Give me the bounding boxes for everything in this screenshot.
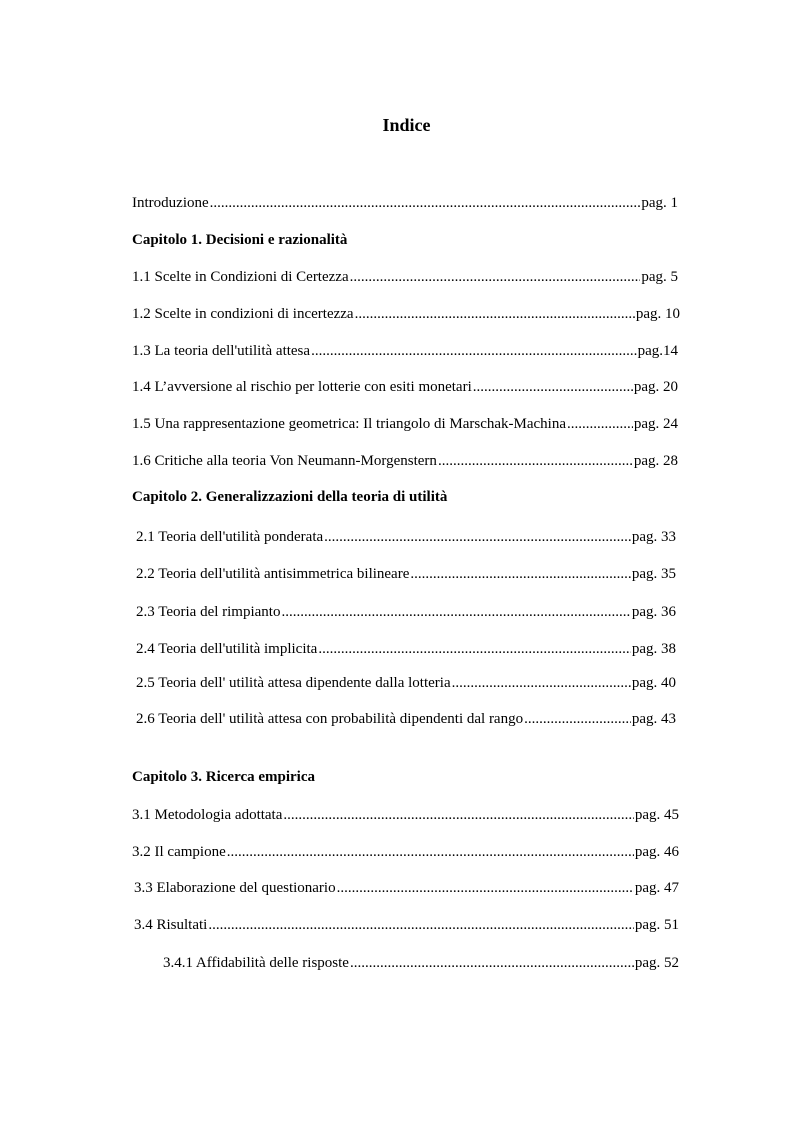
toc-title: Indice: [382, 115, 431, 135]
toc-entry-label: 1.4 L’avversione al rischio per lotterie con esiti monetari: [132, 379, 472, 395]
toc-entry-1-2[interactable]: [132, 304, 680, 324]
dot-leader: [283, 805, 633, 825]
dot-leader: [210, 193, 641, 213]
toc-entry-page: pag. 43: [631, 711, 676, 727]
toc-entry-label: 3.4 Risultati: [134, 917, 208, 933]
toc-entry-label: 2.6 Teoria dell' utilità attesa con probabilità dipendenti dal rango: [136, 711, 524, 727]
toc-entry-page: pag. 38: [631, 641, 676, 657]
toc-entry-1-4[interactable]: [132, 377, 678, 397]
toc-entry-label: 1.6 Critiche alla teoria Von Neumann-Morgenstern: [132, 453, 437, 469]
toc-entry-page: pag. 47: [634, 880, 679, 896]
toc-entry-1-3[interactable]: [132, 341, 678, 361]
toc-entry-page: pag. 10: [635, 306, 680, 322]
dot-leader: [452, 673, 631, 693]
toc-entry-label: 2.4 Teoria dell'utilità implicita: [136, 641, 318, 657]
toc-entry-2-6[interactable]: [136, 709, 676, 729]
toc-entry-label: 1.5 Una rappresentazione geometrica: Il triangolo di Marschak-Machina: [132, 416, 566, 432]
toc-entry-page: pag. 52: [634, 955, 679, 971]
toc-entry-label: 3.2 Il campione: [132, 844, 226, 860]
toc-entry-label: 3.1 Metodologia adottata: [132, 807, 283, 823]
toc-entry-label: 1.2 Scelte in condizioni di incertezza: [132, 306, 354, 322]
toc-entry-2-2[interactable]: [136, 564, 676, 584]
toc-entry-3-4[interactable]: [134, 915, 679, 935]
toc-entry-label: 2.1 Teoria dell'utilità ponderata: [136, 529, 324, 545]
toc-entry-label: 2.5 Teoria dell' utilità attesa dipendente dalla lotteria: [136, 675, 451, 691]
toc-entry-page: pag. 20: [633, 379, 678, 395]
dot-leader: [324, 527, 631, 547]
toc-entry-3-4-1[interactable]: [163, 953, 679, 973]
chapter-heading-1: Capitolo 1. Decisioni e razionalità: [132, 232, 348, 248]
dot-leader: [350, 267, 641, 287]
toc-entry-3-3[interactable]: [134, 878, 679, 898]
toc-entry-page: pag. 46: [634, 844, 679, 860]
toc-entry-2-3[interactable]: [136, 602, 676, 622]
toc-entry-2-5[interactable]: [136, 673, 676, 693]
dot-leader: [473, 377, 633, 397]
dot-leader: [208, 915, 633, 935]
dot-leader: [350, 953, 634, 973]
toc-entry-label: 3.4.1 Affidabilità delle risposte: [163, 955, 349, 971]
toc-entry-2-1[interactable]: [136, 527, 676, 547]
dot-leader: [227, 842, 634, 862]
dot-leader: [524, 709, 631, 729]
toc-entry-page: pag. 33: [631, 529, 676, 545]
toc-entry-page: pag. 51: [634, 917, 679, 933]
toc-entry-3-2[interactable]: [132, 842, 679, 862]
toc-entry-page: pag. 28: [633, 453, 678, 469]
dot-leader: [567, 414, 633, 434]
chapter-heading-3: Capitolo 3. Ricerca empirica: [132, 769, 316, 785]
toc-entry-page: pag. 5: [641, 269, 678, 285]
dot-leader: [355, 304, 635, 324]
dot-leader: [318, 639, 630, 659]
toc-entry-page: pag. 40: [631, 675, 676, 691]
chapter-heading-2: Capitolo 2. Generalizzazioni della teoria di utilità: [132, 489, 448, 505]
toc-entry-3-1[interactable]: [132, 805, 679, 825]
toc-entry-page: pag.14: [637, 343, 678, 359]
toc-entry-label: Introduzione: [132, 195, 209, 211]
dot-leader: [438, 451, 633, 471]
toc-entry-page: pag. 45: [634, 807, 679, 823]
toc-entry-label: 2.2 Teoria dell'utilità antisimmetrica bilineare: [136, 566, 410, 582]
dot-leader: [410, 564, 630, 584]
toc-entry-label: 1.3 La teoria dell'utilità attesa: [132, 343, 311, 359]
toc-entry-page: pag. 1: [641, 195, 678, 211]
dot-leader: [311, 341, 637, 361]
dot-leader: [281, 602, 630, 622]
toc-entry-page: pag. 36: [631, 604, 676, 620]
toc-entry-1-6[interactable]: [132, 451, 678, 471]
toc-entry-label: 3.3 Elaborazione del questionario: [134, 880, 336, 896]
toc-entry-introduzione[interactable]: [132, 193, 678, 213]
toc-entry-2-4[interactable]: [136, 639, 676, 659]
dot-leader: [337, 878, 634, 898]
toc-entry-page: pag. 35: [631, 566, 676, 582]
toc-entry-label: 2.3 Teoria del rimpianto: [136, 604, 281, 620]
toc-entry-page: pag. 24: [633, 416, 678, 432]
toc-entry-1-5[interactable]: [132, 414, 678, 434]
toc-entry-label: 1.1 Scelte in Condizioni di Certezza: [132, 269, 349, 285]
toc-entry-1-1[interactable]: [132, 267, 678, 287]
